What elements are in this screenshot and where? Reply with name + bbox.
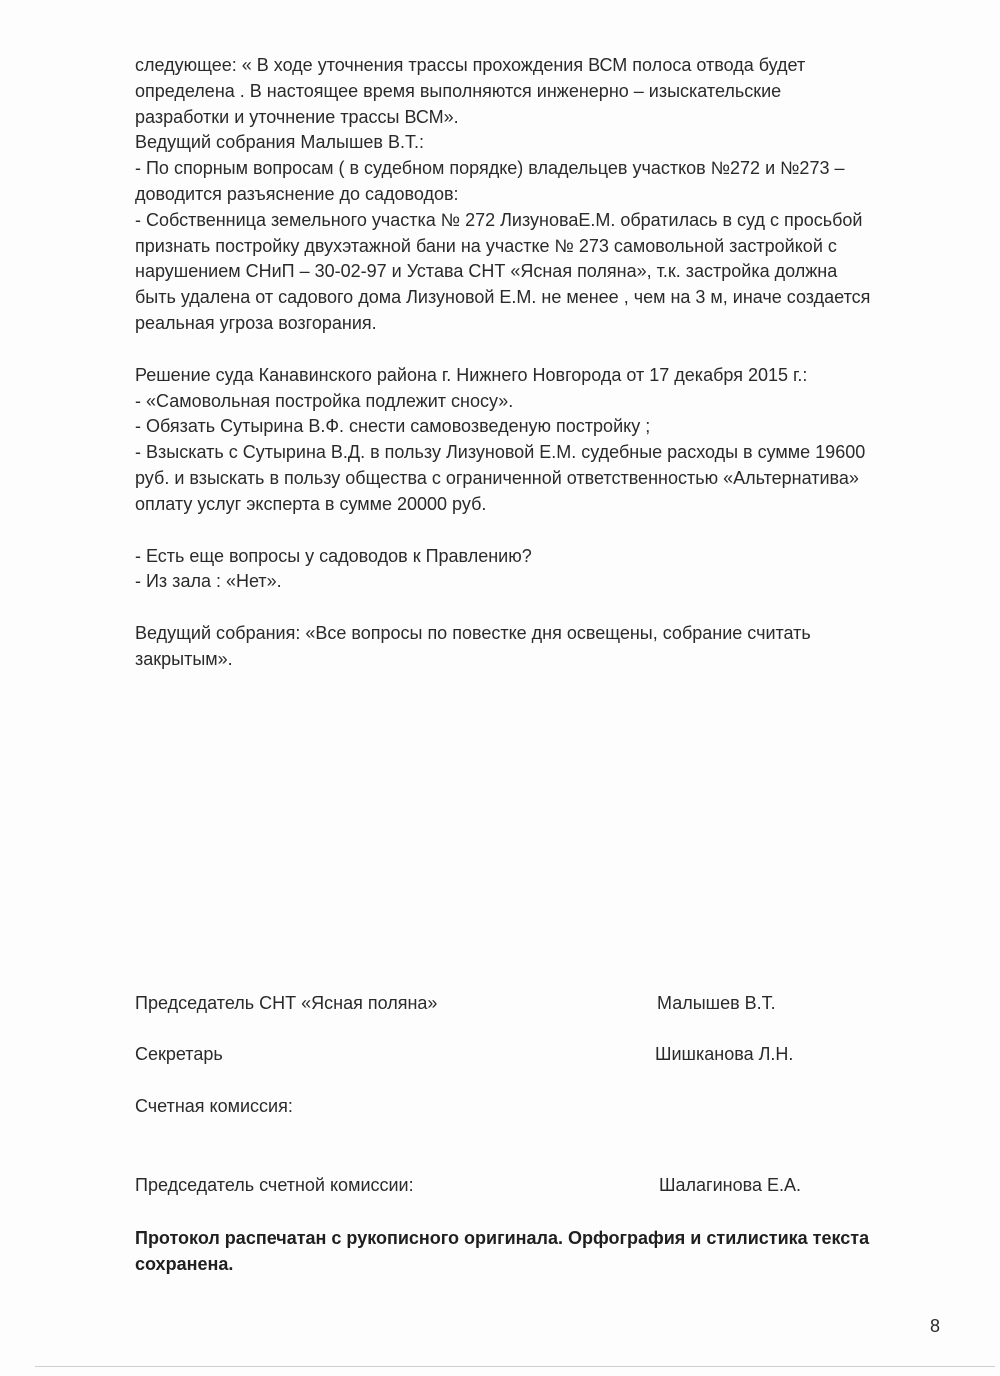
secretary-name: Шишканова Л.Н.	[655, 1044, 794, 1064]
body-line-1: следующее: « В ходе уточнения трассы прохождения ВСМ полоса отвода будет	[135, 55, 806, 75]
commission-chair-role: Председатель счетной комиссии:	[135, 1175, 414, 1195]
question-line-2: - Из зала : «Нет».	[135, 571, 282, 592]
counting-commission-label: Счетная комиссия:	[135, 1096, 293, 1116]
court-decision-line-1: Решение суда Канавинского района г. Нижнего Новгорода от 17 декабря 2015 г.:	[135, 364, 808, 385]
court-decision-line-5: руб. и взыскать в пользу общества с ограниченной ответственностью «Альтернатива»	[135, 467, 859, 488]
closing-line-1: Ведущий собрания: «Все вопросы по повестке дня освещены, собрание считать	[135, 623, 811, 644]
court-decision-line-6: оплату услуг эксперта в сумме 20000 руб.	[135, 493, 487, 514]
closing-line-2: закрытым».	[135, 648, 233, 669]
body-line-4: Ведущий собрания Малышев В.Т.:	[135, 132, 425, 153]
chairman-role: Председатель СНТ «Ясная поляна»	[135, 993, 438, 1013]
paragraph-gap	[135, 518, 955, 544]
paragraph-gap	[135, 337, 955, 363]
commission-chair-name: Шалагинова Е.А.	[659, 1175, 801, 1195]
court-decision-line-4: - Взыскать с Сутырина В.Д. в пользу Лизуновой Е.М. судебные расходы в сумме 19600	[135, 442, 866, 463]
body-line-6: доводится разъяснение до садоводов:	[135, 183, 459, 204]
page-number: 8	[930, 1316, 941, 1336]
page-bottom-edge	[35, 1366, 995, 1367]
body-line-2: определена . В настоящее время выполняются инженерно – изыскательские	[135, 80, 782, 101]
signature-row-commission	[135, 1096, 955, 1122]
body-line-11: реальная угроза возгорания.	[135, 312, 377, 333]
court-decision-line-3: - Обязать Сутырина В.Ф. снести самовозведеную постройку ;	[135, 416, 651, 437]
signature-row-secretary	[135, 1044, 955, 1070]
signature-row-chairman	[135, 993, 955, 1019]
signature-row-commission-chair	[135, 1175, 955, 1201]
document-body	[135, 53, 955, 673]
body-line-7: - Собственница земельного участка № 272 ЛизуноваЕ.М. обратилась в суд с просьбой	[135, 209, 863, 230]
paragraph-gap	[135, 595, 955, 621]
transcription-note: Протокол распечатан с рукописного оригинала. Орфография и стилистика текста сохранена.	[135, 1228, 870, 1274]
body-line-10: быть удалена от садового дома Лизуновой Е.М. не менее , чем на 3 м, иначе создается	[135, 287, 871, 308]
court-decision-line-2: - «Самовольная постройка подлежит сносу».	[135, 390, 514, 411]
question-line-1: - Есть еще вопросы у садоводов к Правлению?	[135, 545, 532, 566]
body-line-9: нарушением СНиП – 30-02-97 и Устава СНТ «Ясная поляна», т.к. застройка должна	[135, 261, 838, 282]
body-line-8: признать постройку двухэтажной бани на участке № 273 самовольной застройкой с	[135, 235, 837, 256]
body-line-3: разработки и уточнение трассы ВСМ».	[135, 106, 459, 127]
secretary-role: Секретарь	[135, 1044, 223, 1064]
chairman-name: Малышев В.Т.	[657, 993, 776, 1013]
body-line-5: - По спорным вопросам ( в судебном порядке) владельцев участков №272 и №273 –	[135, 158, 845, 179]
